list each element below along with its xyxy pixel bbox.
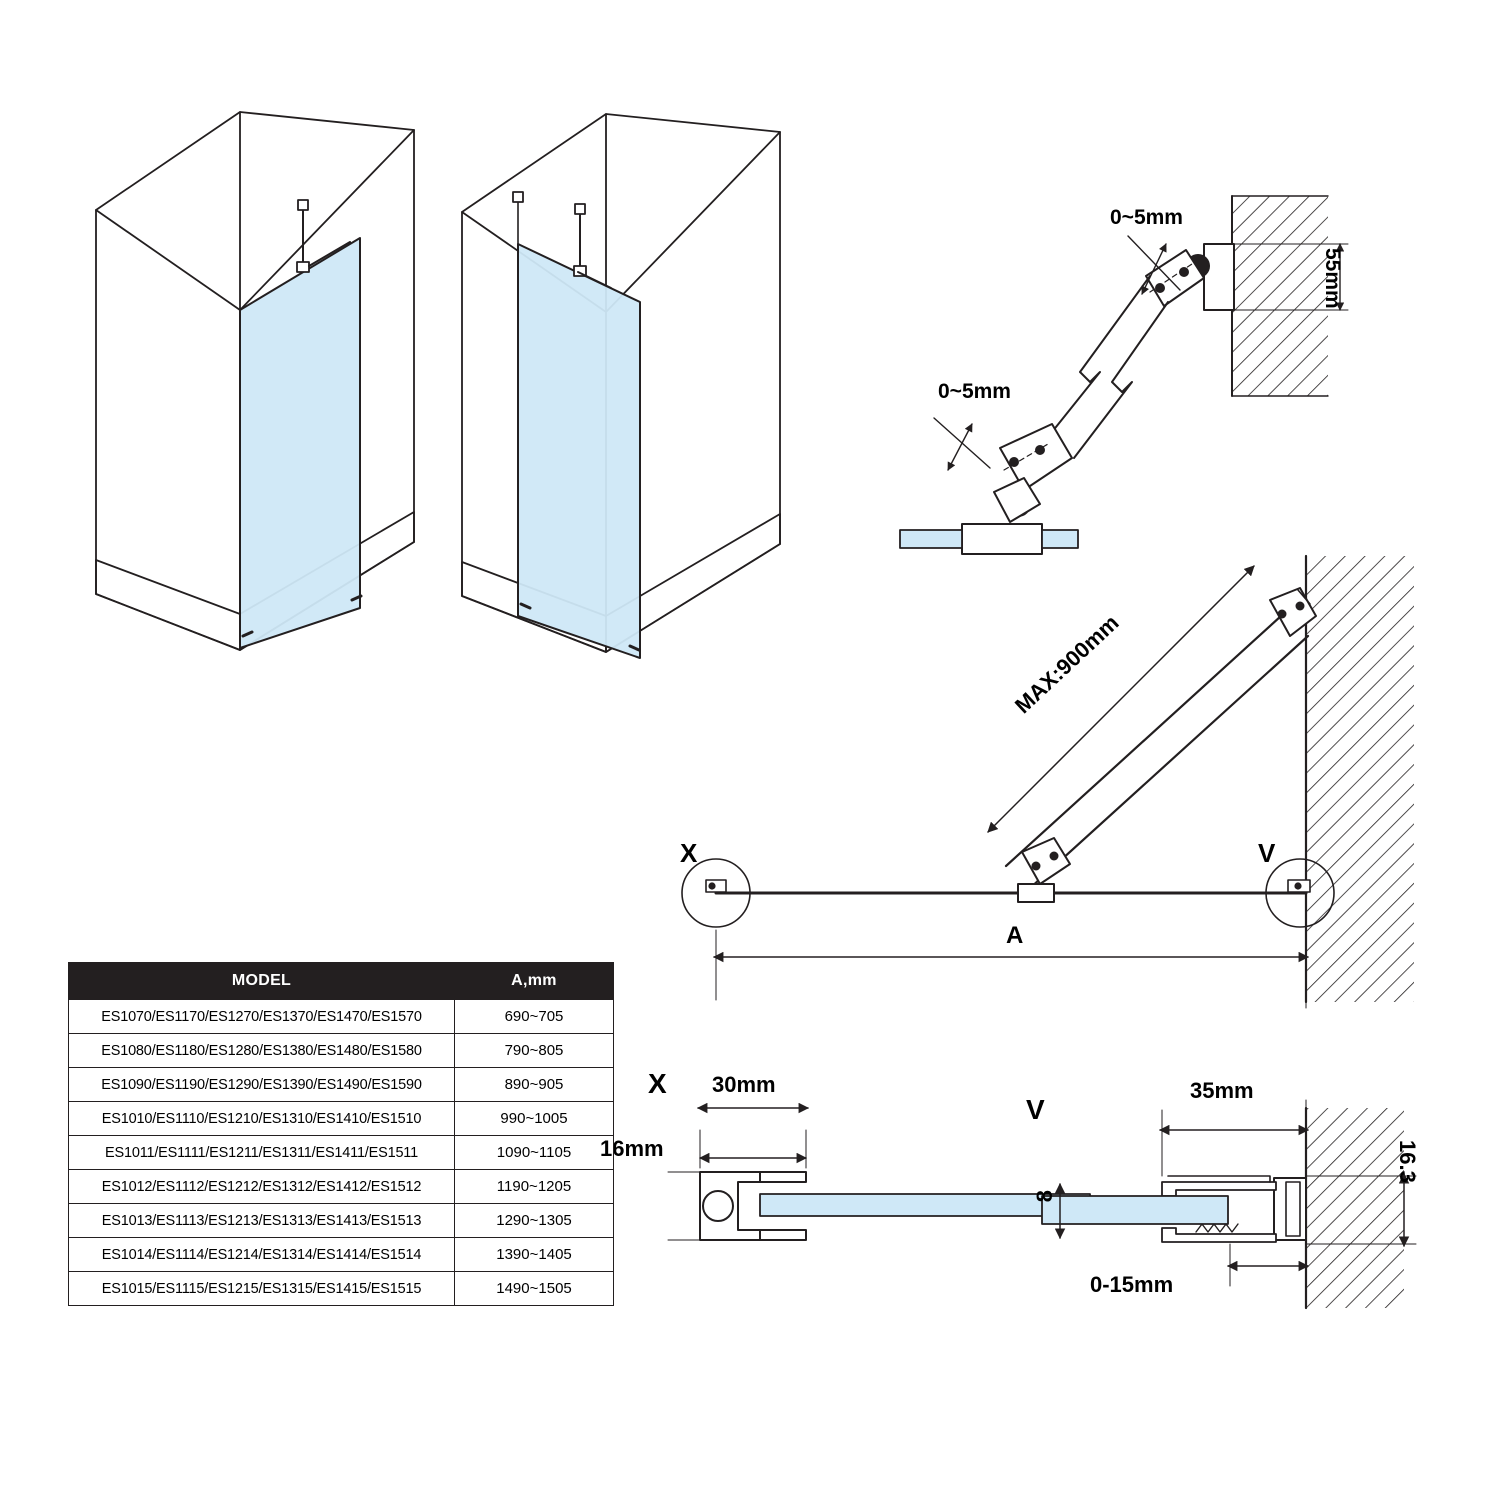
cell-dimension-a: 990~1005 xyxy=(455,1102,614,1136)
cell-model: ES1080/ES1180/ES1280/ES1380/ES1480/ES1580 xyxy=(69,1034,455,1068)
label-wall-profile-height: 16.3 xyxy=(1395,1140,1420,1183)
plan-view xyxy=(682,556,1414,1008)
section-x-letter: X xyxy=(648,1068,667,1099)
table-row xyxy=(69,1272,614,1306)
table-header-row xyxy=(69,963,614,1000)
cell-dimension-a: 1290~1305 xyxy=(455,1204,614,1238)
label-dim-a: A xyxy=(1006,922,1024,949)
model-spec-table xyxy=(68,962,614,1306)
column-header-model: MODEL xyxy=(69,963,455,1000)
table-row xyxy=(69,1000,614,1034)
label-wall-plate-height: 55mm xyxy=(1321,248,1344,309)
label-wall-adjust: 0-15mm xyxy=(1090,1272,1174,1297)
cell-dimension-a: 1490~1505 xyxy=(455,1272,614,1306)
cell-dimension-a: 690~705 xyxy=(455,1000,614,1034)
iso-view-left xyxy=(96,112,414,650)
label-profile-height: 16mm xyxy=(600,1136,664,1161)
cell-dimension-a: 1390~1405 xyxy=(455,1238,614,1272)
iso-view-right xyxy=(462,114,780,658)
cell-model: ES1011/ES1111/ES1211/ES1311/ES1411/ES1511 xyxy=(69,1136,455,1170)
cell-model: ES1010/ES1110/ES1210/ES1310/ES1410/ES1510 xyxy=(69,1102,455,1136)
cell-dimension-a: 1190~1205 xyxy=(455,1170,614,1204)
cell-model: ES1015/ES1115/ES1215/ES1315/ES1415/ES1515 xyxy=(69,1272,455,1306)
label-glass-thickness: 8 xyxy=(1032,1190,1057,1203)
label-profile-width: 30mm xyxy=(712,1072,776,1097)
table-row xyxy=(69,1238,614,1272)
label-wall-profile-width: 35mm xyxy=(1190,1078,1254,1103)
cell-dimension-a: 1090~1105 xyxy=(455,1136,614,1170)
callout-v-plan: V xyxy=(1258,838,1276,868)
label-gap-top: 0~5mm xyxy=(1110,206,1183,229)
table-row xyxy=(69,1170,614,1204)
cell-model: ES1070/ES1170/ES1270/ES1370/ES1470/ES1570 xyxy=(69,1000,455,1034)
label-gap-lower: 0~5mm xyxy=(938,380,1011,403)
label-max-bar-length: MAX:900mm xyxy=(1010,609,1124,719)
table-row xyxy=(69,1136,614,1170)
table-row xyxy=(69,1204,614,1238)
column-header-a: A,mm xyxy=(455,963,614,1000)
cell-model: ES1014/ES1114/ES1214/ES1314/ES1414/ES1514 xyxy=(69,1238,455,1272)
cell-dimension-a: 890~905 xyxy=(455,1068,614,1102)
table-row xyxy=(69,1034,614,1068)
table-row xyxy=(69,1068,614,1102)
cell-model: ES1013/ES1113/ES1213/ES1313/ES1413/ES1513 xyxy=(69,1204,455,1238)
cell-model: ES1012/ES1112/ES1212/ES1312/ES1412/ES1512 xyxy=(69,1170,455,1204)
section-x xyxy=(668,1108,1090,1240)
bracket-detail xyxy=(900,196,1348,554)
table-row xyxy=(69,1102,614,1136)
cell-model: ES1090/ES1190/ES1290/ES1390/ES1490/ES1590 xyxy=(69,1068,455,1102)
section-v-letter: V xyxy=(1026,1094,1045,1125)
cell-dimension-a: 790~805 xyxy=(455,1034,614,1068)
callout-x-plan: X xyxy=(680,838,698,868)
